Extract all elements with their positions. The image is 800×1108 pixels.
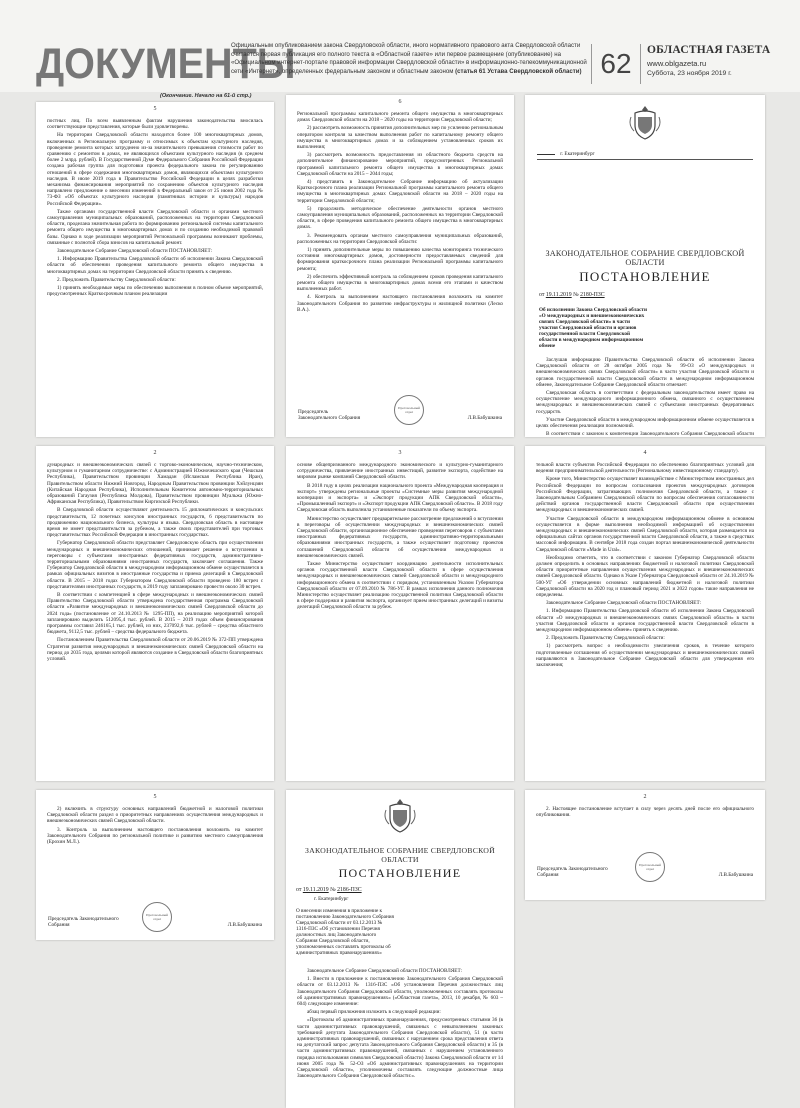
document-sheet-3 [525, 95, 765, 437]
coat-of-arms-icon [627, 103, 663, 143]
paragraph: На территории Свердловской области находится более 100 многоквартирных домов, включенных в Региональную программу и относимых к объектам культурного наследия, проведение ремонта которых затруднено из-за значительного превышения стоимости работ по сравнению с ремонтом в домах, не являющихся объектами культурного наследия (в среднем более 2 млрд. рублей). В Государственной Думе Федерального Собрания Российской Федерации создана рабочая группа для подготовки проекта федерального закона по регулированию отношений в сфере содержания многоквартирных домов, являющихся объектами культурного наследия. В июле 2019 года в Правительство Российской Федерации в целях разработки механизма финансирования мероприятий по сохранению объектов культурного наследия направлено предложение о внесении изменений в Федеральный закон от 25 июня 2002 года № 73-ФЗ «Об объектах культурного наследия (памятниках истории и культуры) народов Российской Федерации». [47, 132, 263, 207]
paragraph: Также органами государственной власти Свердловской области и органами местного самоуправления муниципальных образований, расположенных на территории Свердловской области, проделана значительная работа по формированию региональной системы капитального ремонта общего имущества в многоквартирных домах и по созданию необходимой правовой базы. Однако в ходе реализации мероприятий Региональной программы возникают проблемы, связанные с полнотой сбора взносов на капитальный ремонт. [47, 208, 263, 246]
paragraph: В Свердловской области осуществляют деятельность 15 дипломатических и консульских представительств, 12 почетных консулов иностранных государств, 6 представительств по продвижению национального бизнеса, культуры и языка. Свердловская область в настоящее время не имеет представительств за рубежом, а также своих представителей при торговых представительствах Российской Федерации в иностранных государствах. [47, 507, 263, 539]
paragraph: 1) рассмотреть вопрос о необходимости увеличения сроков, в течение которого подготовленные соглашения об осуществлении международных и внешнеэкономических связей направляются в Законодательное Собрание Свердловской области для утверждения его заключения; [536, 643, 754, 669]
sheet-page-number: 2 [643, 794, 647, 800]
paragraph: Участие Свердловской области в международном информационном обмене осуществляется в целях обеспечения реализации полномочий. [536, 416, 754, 430]
masthead [0, 0, 800, 92]
signature-name: Л.В.Бабушкина [467, 415, 502, 421]
paragraph: Региональной программы капитального ремонта общего имущества в многоквартирных домах Свердловской области на 2018 – 2020 годы на территории Свердловской области; [297, 111, 503, 124]
document-sheet-4 [36, 446, 274, 781]
paragraph: абзац первый приложения изложить в следующей редакции: [307, 1009, 441, 1016]
publication-notice [231, 42, 587, 76]
paragraph: Постановлением Правительства Свердловской области от 20.06.2019 № 372-ПП утверждена Стратегия развития международных и внешнеэкономических связей Свердловской области на период до 2035 года, целями которой являются создание в Свердловской области благоприятных условий. [47, 637, 263, 663]
paragraph: В соответствии с компетенцией в сфере международных и внешнеэкономических связей Правительство Свердловской области утверждена государственная программа Свердловской области «Развитие международных и внешнеэкономических связей Свердловской области до 2024 года» (постановление от 24.10.2013 № 1295-ПП), на реализацию мероприятий которой запланировано выделить 512095,4 тыс. рублей. В 2015 – 2019 годах объем финансирования программы составил 246165,1 тыс. рублей, из них, 237092,6 тыс. рублей – средства областного бюджета, 9112,5 тыс. рублей – средства федерального бюджета. [47, 592, 263, 636]
coat-of-arms-icon [382, 796, 418, 836]
sheet-page-number: 5 [153, 106, 157, 112]
paragraph: основе общепризнанного международного экономического и культурно-гуманитарного сотрудничества, привлечение иностранных инвестиций, развитие экспорта, содействие на мировом рынке компаний Свердловской области. [297, 462, 503, 481]
signature-name: Л.В.Бабушкина [227, 922, 262, 928]
paragraph: Кроме того, Министерство осуществляет взаимодействие с Министерством иностранных дел Российской Федерации по вопросам согласования проектов международных договоров Российской Федерации, затрагивающих полномочия Свердловской области, а также с Законодательным Собранием Свердловской области по вопросам обеспечения согласованности действий органов государственной власти Свердловской области при осуществлении международных и внешнеэкономических связей. [536, 476, 754, 514]
sheet-page-number: 5 [153, 794, 157, 800]
paper-site-link[interactable]: www.oblgazeta.ru [647, 59, 707, 68]
paragraph: 2. Предложить Правительству Свердловской области: [57, 276, 176, 283]
paragraph: 1) принять необходимые меры по обеспечению выполнения в полном объеме мероприятий, предусмотренных Краткосрочным планом реализации [47, 285, 263, 298]
sheet-page-number: 2 [153, 450, 157, 456]
document-sheet-6 [525, 446, 765, 781]
document-sheet-2 [286, 95, 514, 437]
signature-title: Председатель Законодательного Собрания [48, 916, 119, 928]
paper-info [647, 44, 787, 77]
sheet-body [286, 462, 514, 611]
resolution-subject: Об исполнении Закона Свердловской области «О международных и внешнеэкономических связях Свердловской области» в части участия Свердловской области и органов государственной власти Свердловской области в международном информационном обмене [539, 307, 647, 349]
paragraph: дународных и внешнеэкономических связей с торгово-экономическом, научно-техническом, культурном и гуманитарном сотрудничестве: с Администрацией Южночешского края (Чешская Республика), Правительством провинции Хамадан (Исламская Республика Иран), Правительством области Нижний Новгород, Народным Правительством провинции Хэйлунцзян (Китайская Народная Республика), Исполнительным Комитетом автономно-территориальных образований Гагаузия (Республика Молдова), Правительством провинции Муальжа (Южно-Африканская Республика), Правительством Киргизской Республики. [47, 462, 263, 506]
sheet-body [36, 806, 274, 845]
paragraph: 3) рассмотреть возможность предоставления из областного бюджета средств на дополнительное финансирование мероприятий, предусмотренных Региональной программой капитального ремонта общего имущества в многоквартирных домах Свердловской области на 2015 – 2044 годы; [297, 152, 503, 177]
paragraph: Свердловская область в соответствии с федеральным законодательством имеет право на осуществление международного информационного обмена, связанного с осуществлением международных и внешнеэкономических связей с субъектами иностранных федеративных государств. [536, 390, 754, 415]
document-sheet-9 [525, 790, 765, 900]
paragraph: 2) включить в структуру основных направлений бюджетной и налоговой политики Свердловской области раздел о приоритетных направлениях осуществления международных и внешнеэкономических связей Свердловской области. [47, 806, 263, 825]
sheet-page-number: 4 [643, 450, 647, 456]
document-sheet-1 [36, 102, 274, 437]
assembly-name: ЗАКОНОДАТЕЛЬНОЕ СОБРАНИЕ СВЕРДЛОВСКОЙ ОБЛАСТИ [545, 249, 745, 267]
city-line: г. Екатеринбург [537, 151, 595, 157]
paragraph: 4. Контроль за выполнением настоящего постановления возложить на комитет Законодательного Собрания по развитию инфраструктуры и жилищной политики (Леско В.А.). [297, 294, 503, 313]
sheet-body [525, 462, 765, 668]
paragraph: 3. Рекомендовать органам местного самоуправления муниципальных образований, расположенных на территории Свердловской области: [297, 232, 503, 245]
paragraph: «Протоколы об административных правонарушениях, предусмотренных статьями 36 (в части административных правонарушений, связанных с невыполнением законных требований депутата Законодательного Собрания Свердловской области), 51 (в части административных правонарушений, связанных с нарушением срока представления ответа на депутатский запрос депутата Законодательного Собрания Свердловской области) и 35 (в части административных правонарушений, связанных с нарушением установленного порядка использования символов Свердловской области) Закона Свердловской области от 14 июня 2005 года № 52-ОЗ «Об административных правонарушениях на территории Свердловской области», уполномочены составлять следующие должностные лица Законодательного Собрания Свердловской области:». [297, 1017, 503, 1080]
official-stamp: Протокольный отдел [394, 395, 424, 425]
signature-name: Л.В.Бабушкина [718, 872, 753, 878]
paragraph: 1. Информацию Правительства Свердловской области об исполнении Закона Свердловской области об обеспечении проведения капитального ремонта общего имущества в многоквартирных домах на территории Свердловской области принять к сведению. [47, 256, 263, 275]
notice-bold: (статья 61 Устава Свердловской области) [455, 67, 582, 75]
sheet-body [525, 357, 765, 437]
document-sheet-7 [36, 790, 274, 940]
paragraph: постных лиц. По всем выявленным фактам нарушения законодательства вносилась соответствующие представления, которые были удовлетворены. [47, 118, 263, 131]
paragraph: Законодательное Собрание Свердловской области ПОСТАНОВЛЯЕТ: [546, 600, 702, 607]
issue-date: Суббота, 23 ноября 2019 г. [647, 70, 732, 77]
paragraph: Губернатор Свердловской области представляет Свердловскую область при осуществлении международных и внешнеэкономических отношений, принимает решение о вступлении в переговоры с субъектами иностранных федеративных государств, административно-территориальными образованиями иностранных государств, заключает соглашения. Также Губернатор Свердловской области в международном информационном обмене осуществляется в рамках официальных визитов в иностранные государства и приема делегаций в Свердловской области. В 2015 – 2018 годах Губернатором Свердловской области проведено 180 встреч с представителями иностранных государств, в 2019 году запланировано провести около 30 встреч. [47, 540, 263, 590]
paper-name: ОБЛАСТНАЯ ГАЗЕТА [647, 44, 771, 56]
resolution-dateline: от 19.11.2019 № 2180-ПЗС [539, 292, 605, 298]
paragraph: 3. Контроль за выполнением настоящего постановления возложить на комитет Законодательного Собрания по региональной политике и развитию местного самоуправления (Ерохин М.Л.). [47, 826, 263, 846]
paragraph: 2) рассмотреть возможность принятия дополнительных мер по усилению региональным оператором контроля за качеством выполнения работ по капитальному ремонту общего имущества в многоквартирных домах и за соблюдением установленных сроков их выполнения; [297, 125, 503, 151]
notice-text: Официальным опубликованием закона Свердловской области, иного нормативного правового акта Свердловской области считается первая публикация его полного текста в «Областной газете» или первое размещение (опубликование) на «Официальном интернет-портале правовой информации Свердловской области» в информационно-телекоммуникационной сети «Интернет», определенных федеральным законом и областным законом [231, 42, 587, 75]
sheet-page-number: 6 [398, 99, 402, 105]
paragraph: В 2018 году в целях реализации национального проекта «Международная кооперация и экспорт» утверждены региональные проекты «Системные меры развития международной кооперации и экспорта» и «Экспорт продукции АПК Свердловской области», «Промышленный экспорт» и «Экспорт продукции АПК Свердловской области». В 2018 году Свердловская область выполнила установленные показатели по объему экспорта. [297, 482, 503, 514]
paragraph: Участие Свердловской области в международном информационном обмене в основном осуществляется в форме выполнения необходимой информацией об осуществлении международных и внешнеэкономических связей Свердловской области, которая размещается на официальных сайтах органов государственной власти Свердловской области, а также в средствах массовой информации. В сентябре 2018 года создан портал внешнеэкономической деятельности Свердловской области «Made in Ural». [536, 515, 754, 553]
paragraph: 1. Внести в приложение к постановлению Законодательного Собрания Свердловской области от 03.12.2013 № 1316-ПЗС «Об установлении Перечня должностных лиц Законодательного Собрания Свердловской области, уполномоченных составлять протоколы об административных правонарушениях» («Областная газета», 2013, 10 декабря, № 603 – 604) следующее изменение: [297, 976, 503, 1008]
paragraph: Министерство осуществляет предварительное рассмотрение предложений о вступлении в переговоры об осуществлении международных и внешнеэкономических связей Свердловской области, организационное обеспечение проведения переговоров с субъектами иностранных федеративных государств, административно-территориальными образованиями иностранных государств, а также осуществляет подготовку проектов соглашений Свердловской области об осуществлении международных и внешнеэкономических связей. [297, 515, 503, 559]
paragraph: 2) обеспечить эффективный контроль за соблюдением сроков проведения капитального ремонта общего имущества в многоквартирных домах всеми его этапами и качеством выполненных работ. [297, 273, 503, 293]
sheet-body [286, 968, 514, 1081]
paragraph: 5) продолжить методическое обеспечение деятельности органов местного самоуправления муниципальных образований, расположенных на территории Свердловской области, в сфере проведения капитального ремонта общего имущества в многоквартирных домах. [297, 205, 503, 231]
paragraph: Законодательное Собрание Свердловской области ПОСТАНОВЛЯЕТ: [57, 248, 213, 255]
sheet-page-number: 3 [398, 450, 402, 456]
paragraph: 2. Настоящее постановление вступает в силу через десять дней после его официального опубликования. [536, 806, 754, 819]
sheet-body [36, 118, 274, 297]
sheet-body [525, 806, 765, 818]
city-line: г. Екатеринбург [314, 896, 349, 902]
paragraph: В соответствии с законом к компетенции Законодательного Собрания Свердловской области [546, 431, 754, 437]
paragraph: Необходимо отметить, что в соответствии с законом Губернатор Свердловской области должен определить в основных направлениях бюджетной и налоговой политики Свердловской области приоритетные направления осуществления международных и внешнеэкономических связей Свердловской области. Однако в Указе Губернатора Свердловской области от 24.10.2019 № 500-УГ «Об утверждении основных направлений бюджетной и налоговой политики Свердловской области на 2020 год и плановый период 2021 и 2022 годов» такие направления не определены. [536, 554, 754, 599]
paragraph: 2. Предложить Правительству Свердловской области: [546, 635, 665, 642]
divider [537, 159, 753, 160]
document-sheet-8 [286, 790, 514, 1108]
page-number: 62 [591, 44, 641, 84]
resolution-title: ПОСТАНОВЛЕНИЕ [579, 269, 711, 284]
resolution-subject: О внесении изменения в приложение к постановлению Законодательного Собрания Свердловской области от 03.12.2013 № 1316-ПЗС «Об установлении Перечня должностных лиц Законодательного Собрания Свердловской области, уполномоченных составлять протоколы об административных правонарушениях» [296, 908, 394, 956]
section-title: ДОКУМЕНТЫ [36, 40, 296, 88]
official-stamp: Протокольный отдел [635, 852, 665, 882]
continuation-note: (Окончание. Начало на 61-й стр.) [160, 93, 252, 99]
paragraph: Заслушав информацию Правительства Свердловской области об исполнении Закона Свердловской области от 28 октября 2005 года № 99-ОЗ «О международных и внешнеэкономических связях Свердловской области» в части участия Свердловской области и органов государственной власти Свердловской области в международном информационном обмене, Законодательное Собрание Свердловской области отмечает: [536, 357, 754, 388]
signature-title: Председатель Законодательного Собрания [537, 866, 608, 878]
document-sheet-5 [286, 446, 514, 781]
paragraph: 1) принять дополнительные меры по повышению качества мониторинга технического состояния многоквартирных домов, достоверности предоставляемых сведений для формирования краткосрочного плана реализации Региональной программы капитального ремонта; [297, 247, 503, 272]
sheet-body [286, 111, 514, 313]
paragraph: Законодательное Собрание Свердловской области ПОСТАНОВЛЯЕТ: [307, 968, 463, 974]
paragraph: Также Министерство осуществляет координацию деятельности исполнительных органов государственной власти Свердловской области в сфере осуществления международных и внешнеэкономических связей Свердловской области и международного информационного обмена в соответствии с порядком, установленным Указом Губернатора Свердловской области от 07.09.2010 № 786-УГ. В рамках исполнения данного полномочия Министерство осуществляет реализацию государственной политики Свердловской области в сфере поддержки и развития экспорта, организует прием иностранных делегаций и визиты делегаций Свердловской области за рубеж. [297, 561, 503, 611]
official-stamp: Протокольный отдел [142, 902, 172, 932]
paragraph: тельной власти субъектов Российской Федерации по обеспечению благоприятных условий для ведения предпринимательской деятельности (Региональному инвестиционному стандарту). [536, 462, 754, 475]
resolution-title: ПОСТАНОВЛЕНИЕ [338, 866, 462, 880]
paragraph: 1. Информацию Правительства Свердловской области об исполнении Закона Свердловской области «О международных и внешнеэкономических связях Свердловской области» в части участия Свердловской области и органов государственной власти Свердловской области в международном информационном обмене» принять к сведению. [536, 608, 754, 634]
sheet-body [36, 462, 274, 662]
paragraph: 4) представить в Законодательное Собрание информацию об актуализации Краткосрочного плана реализации Региональной программы капитального ремонта общего имущества в многоквартирных домах Свердловской области на 2018 – 2020 годы на территории Свердловской области; [297, 179, 503, 204]
resolution-dateline: от 19.11.2019 № 2186-ПЗС [296, 887, 362, 893]
assembly-name: ЗАКОНОДАТЕЛЬНОЕ СОБРАНИЕ СВЕРДЛОВСКОЙ ОБЛАСТИ [305, 846, 495, 864]
signature-title: Председатель Законодательного Собрания [298, 409, 361, 421]
